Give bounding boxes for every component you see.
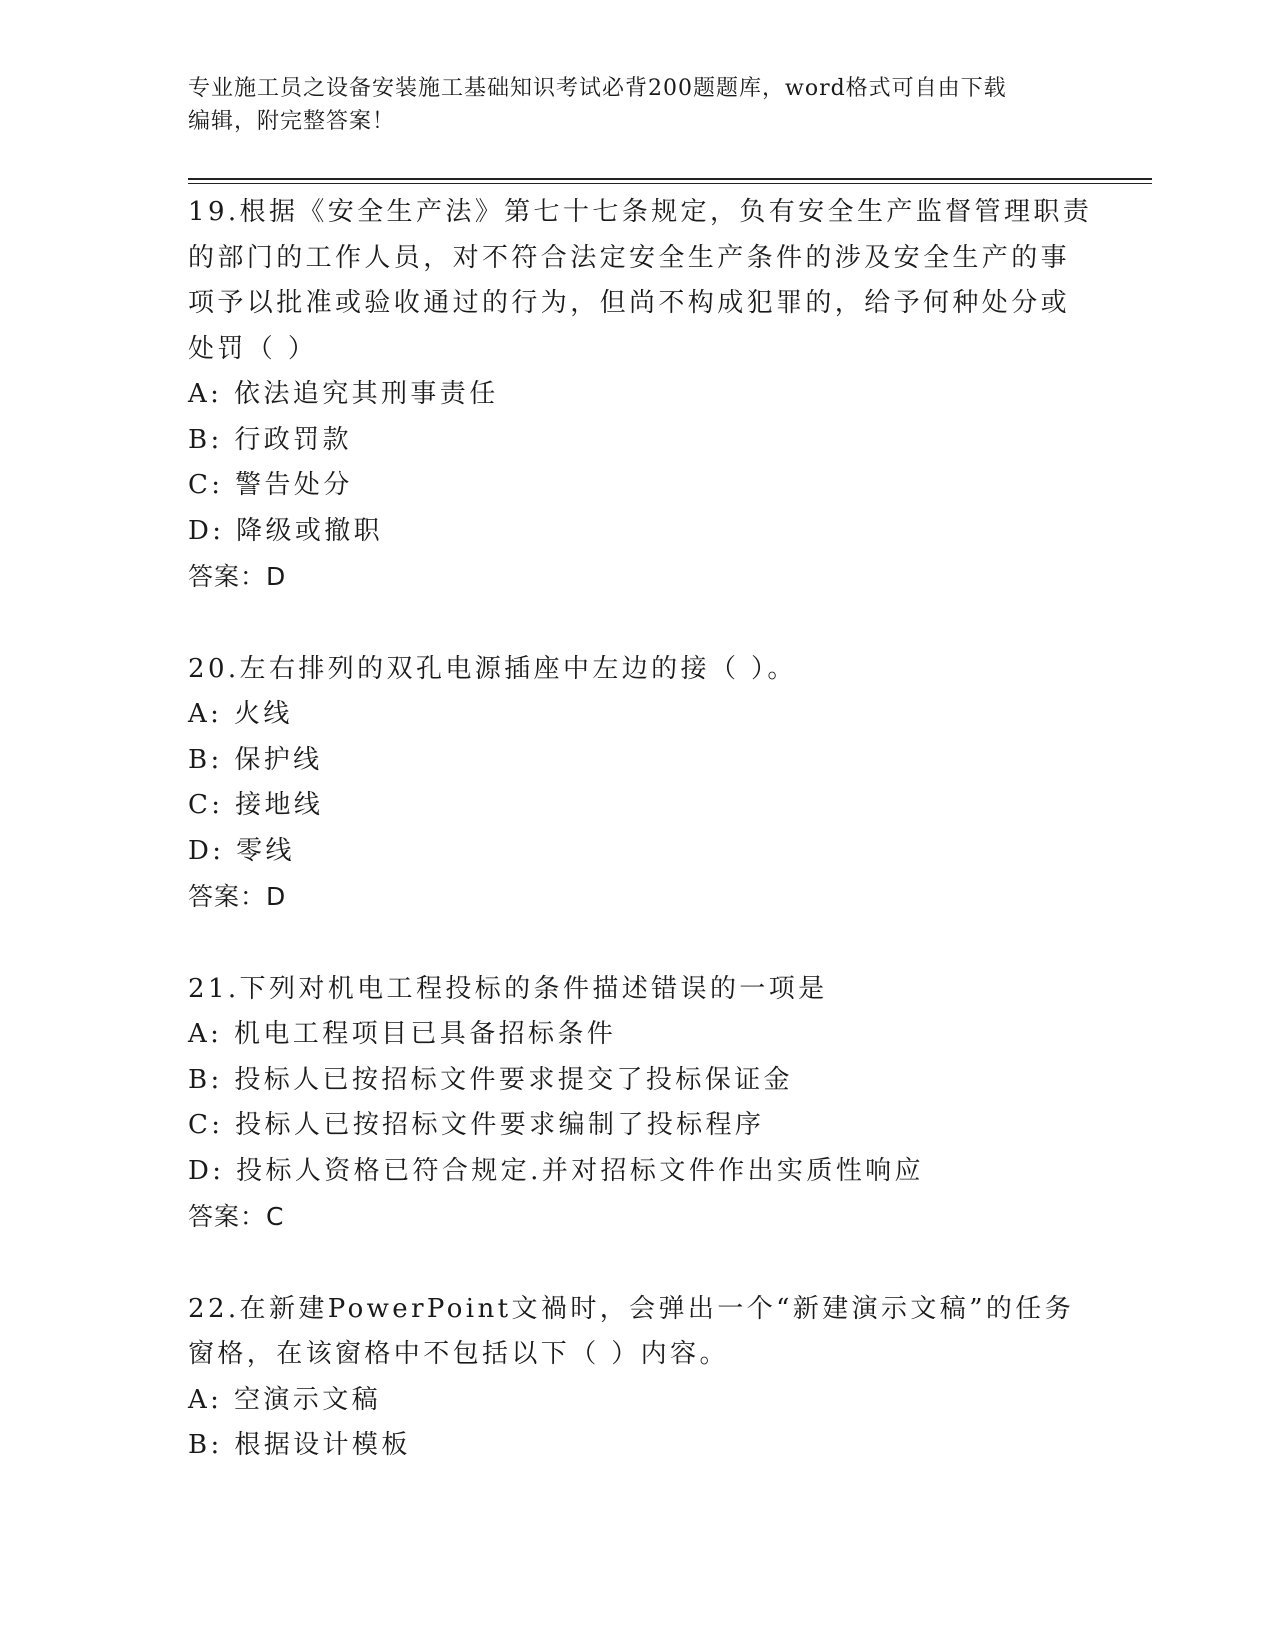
question-22	[188, 1287, 1088, 1469]
option-d: D: 投标人资格已符合规定.并对招标文件作出实质性响应	[188, 1155, 924, 1186]
question-20	[188, 647, 1088, 920]
answer-line: 答案：D	[188, 882, 287, 911]
option-b: B: 行政罚款	[188, 424, 352, 455]
question-text-line: 19.根据《安全生产法》第七十七条规定，负有安全生产监督管理职责	[188, 197, 1093, 227]
option-c: C: 接地线	[188, 790, 324, 820]
document-header	[188, 72, 1068, 138]
question-text	[188, 647, 1088, 693]
question-text-line: 20.左右排列的双孔电源插座中左边的接（ ）。	[188, 653, 797, 684]
question-text-line: 项予以批准或验收通过的行为，但尚不构成犯罪的，给予何种处分或	[188, 288, 1071, 318]
option-d: D: 降级或撤职	[188, 515, 384, 546]
option-b: B: 投标人已按招标文件要求提交了投标保证金	[188, 1064, 793, 1095]
header-line-2: 编辑，附完整答案！	[188, 109, 396, 134]
question-text	[188, 1287, 1088, 1378]
question-19	[188, 190, 1093, 600]
option-b: B: 保护线	[188, 744, 323, 775]
option-d: D: 零线	[188, 835, 295, 866]
question-text	[188, 967, 1088, 1013]
answer-line: 答案：C	[188, 1202, 285, 1231]
option-a: A: 机电工程项目已具备招标条件	[188, 1019, 617, 1049]
question-text-line: 处罚（ ）	[188, 333, 318, 364]
option-a: A: 依法追究其刑事责任	[188, 379, 499, 409]
question-text-line: 22.在新建PowerPoint文禍时，会弹出一个“新建演示文稿”的任务	[188, 1293, 1075, 1324]
option-b: B: 根据设计模板	[188, 1430, 411, 1460]
question-text	[188, 190, 1093, 372]
header-divider-thick	[188, 178, 1152, 180]
question-text-line: 21.下列对机电工程投标的条件描述错误的一项是	[188, 973, 828, 1004]
question-text-line: 窗格，在该窗格中不包括以下（ ）内容。	[188, 1339, 729, 1369]
option-c: C: 警告处分	[188, 470, 353, 500]
header-divider-thin	[188, 183, 1152, 184]
option-c: C: 投标人已按招标文件要求编制了投标程序	[188, 1110, 765, 1140]
answer-line: 答案：D	[188, 562, 287, 591]
option-a: A: 火线	[188, 699, 293, 729]
question-text-line: 的部门的工作人员，对不符合法定安全生产条件的涉及安全生产的事	[188, 242, 1071, 273]
question-list	[188, 190, 1093, 1516]
option-a: A: 空演示文稿	[188, 1384, 382, 1415]
question-21	[188, 967, 1088, 1240]
header-line-1: 专业施工员之设备安装施工基础知识考试必背200题题库，word格式可自由下载	[188, 76, 1007, 101]
